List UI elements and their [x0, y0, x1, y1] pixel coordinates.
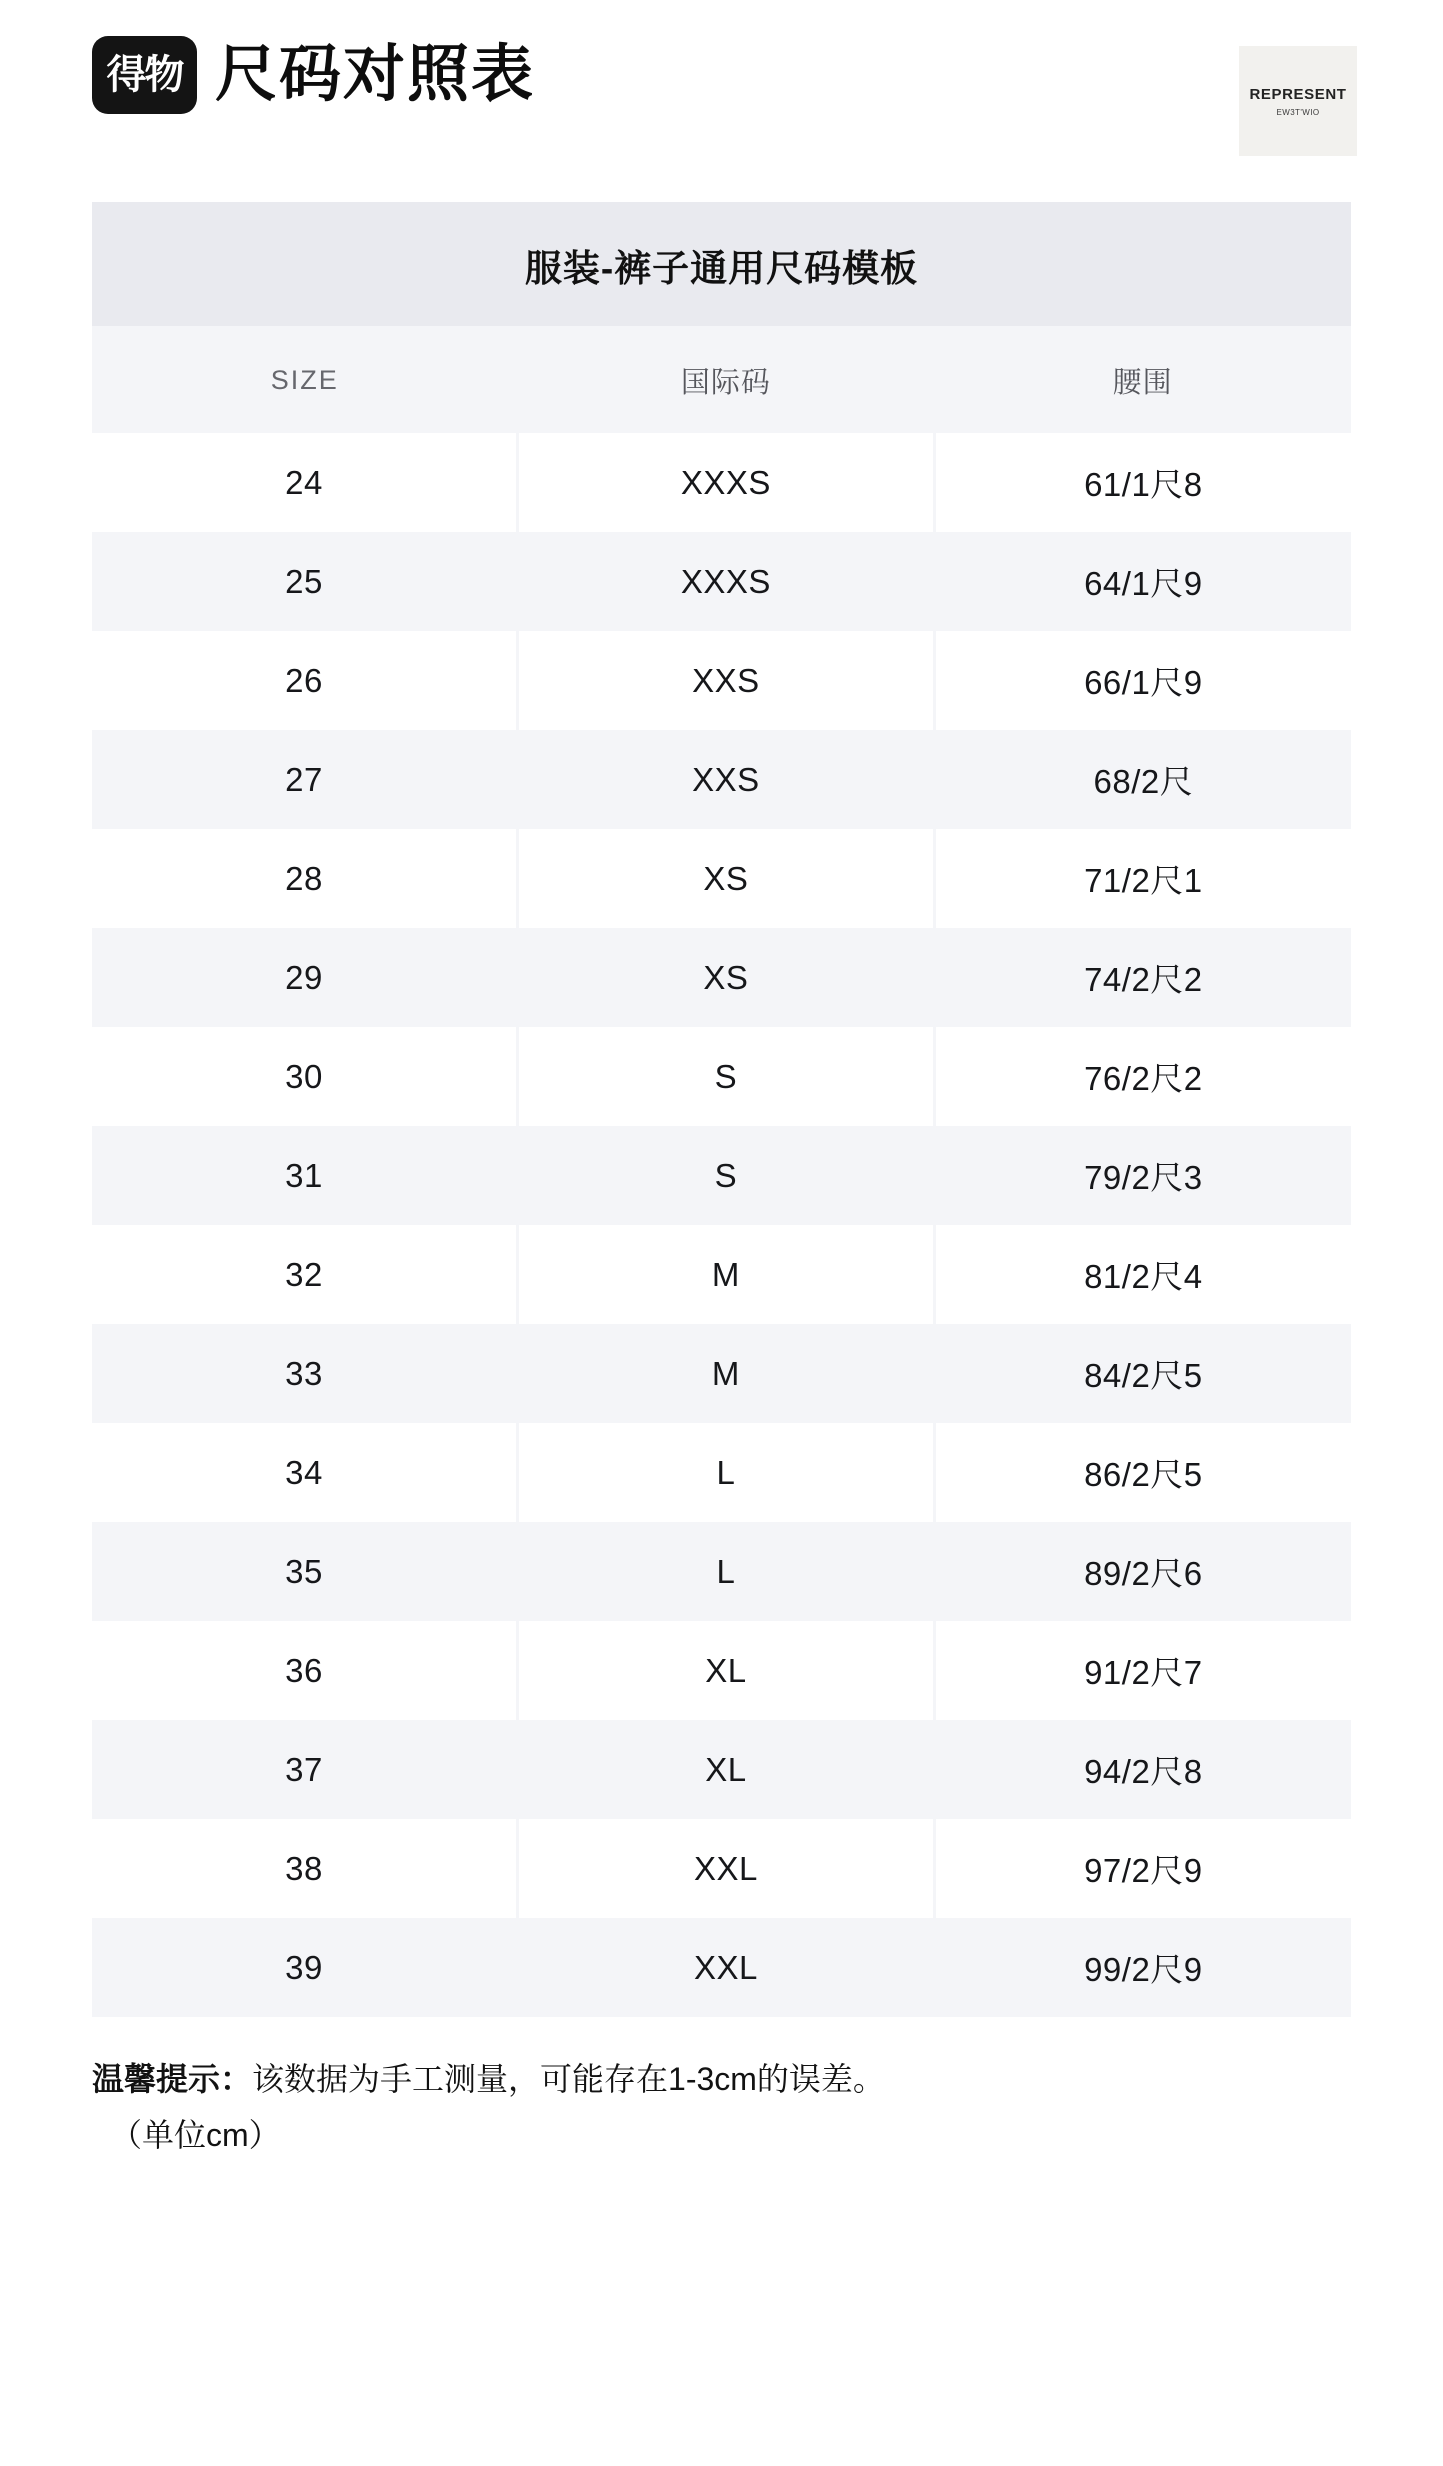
table-row: [92, 1423, 1351, 1522]
table-row: [92, 631, 1351, 730]
cell-international: M: [518, 1324, 935, 1423]
page-header: [0, 0, 1443, 156]
cell-waist: 97/2尺9: [934, 1819, 1351, 1918]
cell-waist: 71/2尺1: [934, 829, 1351, 928]
table-row: [92, 1918, 1351, 2017]
cell-size: 36: [92, 1621, 518, 1720]
table-row: [92, 730, 1351, 829]
cell-size: 26: [92, 631, 518, 730]
cell-size: 39: [92, 1918, 518, 2017]
partner-logo-sub-text: EW3T'WIO: [1276, 107, 1320, 117]
page-title: 尺码对照表: [215, 40, 536, 109]
cell-waist: 79/2尺3: [934, 1126, 1351, 1225]
note-text: 该数据为手工测量，可能存在1-3cm的误差。: [252, 2061, 885, 2097]
note-line-1: [92, 2051, 1351, 2107]
column-header-size: SIZE: [92, 326, 518, 433]
cell-size: 29: [92, 928, 518, 1027]
table-row: [92, 1225, 1351, 1324]
cell-size: 32: [92, 1225, 518, 1324]
cell-international: S: [518, 1027, 935, 1126]
cell-waist: 64/1尺9: [934, 532, 1351, 631]
cell-waist: 76/2尺2: [934, 1027, 1351, 1126]
table-row: [92, 1621, 1351, 1720]
dewu-brand-logo: [92, 36, 197, 114]
column-header-international: 国际码: [518, 326, 935, 433]
cell-international: XL: [518, 1621, 935, 1720]
cell-international: XXS: [518, 730, 935, 829]
cell-waist: 99/2尺9: [934, 1918, 1351, 2017]
header-left-group: [92, 28, 535, 114]
size-table: [92, 326, 1351, 2017]
table-row: [92, 1324, 1351, 1423]
cell-size: 34: [92, 1423, 518, 1522]
note-unit: （单位cm）: [110, 2117, 281, 2153]
cell-international: XXXS: [518, 532, 935, 631]
disclaimer-note: [92, 2051, 1351, 2163]
cell-international: XL: [518, 1720, 935, 1819]
cell-international: XS: [518, 928, 935, 1027]
table-row: [92, 1522, 1351, 1621]
header-right-group: [1239, 28, 1357, 156]
partner-logo-main-text: REPRESENT: [1249, 85, 1347, 103]
cell-international: XXL: [518, 1918, 935, 2017]
cell-international: L: [518, 1423, 935, 1522]
cell-international: XXS: [518, 631, 935, 730]
size-table-container: [92, 202, 1351, 2017]
table-row: [92, 1819, 1351, 1918]
cell-international: XXXS: [518, 433, 935, 532]
table-row: [92, 433, 1351, 532]
cell-size: 35: [92, 1522, 518, 1621]
table-body: [92, 433, 1351, 2017]
table-row: [92, 1126, 1351, 1225]
cell-international: S: [518, 1126, 935, 1225]
cell-waist: 84/2尺5: [934, 1324, 1351, 1423]
cell-size: 38: [92, 1819, 518, 1918]
cell-size: 24: [92, 433, 518, 532]
cell-size: 28: [92, 829, 518, 928]
cell-size: 31: [92, 1126, 518, 1225]
table-header-row: [92, 326, 1351, 433]
column-header-waist: 腰围: [934, 326, 1351, 433]
cell-waist: 81/2尺4: [934, 1225, 1351, 1324]
represent-brand-logo: [1239, 46, 1357, 156]
cell-size: 30: [92, 1027, 518, 1126]
cell-waist: 94/2尺8: [934, 1720, 1351, 1819]
size-table-title: 服装-裤子通用尺码模板: [92, 202, 1351, 326]
cell-waist: 74/2尺2: [934, 928, 1351, 1027]
cell-waist: 61/1尺8: [934, 433, 1351, 532]
cell-international: M: [518, 1225, 935, 1324]
cell-size: 25: [92, 532, 518, 631]
table-row: [92, 928, 1351, 1027]
table-row: [92, 532, 1351, 631]
table-row: [92, 1720, 1351, 1819]
cell-waist: 68/2尺: [934, 730, 1351, 829]
cell-size: 37: [92, 1720, 518, 1819]
cell-size: 33: [92, 1324, 518, 1423]
cell-waist: 66/1尺9: [934, 631, 1351, 730]
cell-waist: 91/2尺7: [934, 1621, 1351, 1720]
cell-international: XS: [518, 829, 935, 928]
note-label: 温馨提示：: [92, 2061, 253, 2097]
cell-waist: 86/2尺5: [934, 1423, 1351, 1522]
cell-waist: 89/2尺6: [934, 1522, 1351, 1621]
cell-size: 27: [92, 730, 518, 829]
table-row: [92, 1027, 1351, 1126]
cell-international: XXL: [518, 1819, 935, 1918]
cell-international: L: [518, 1522, 935, 1621]
table-row: [92, 829, 1351, 928]
brand-logo-text: 得物: [106, 53, 183, 97]
